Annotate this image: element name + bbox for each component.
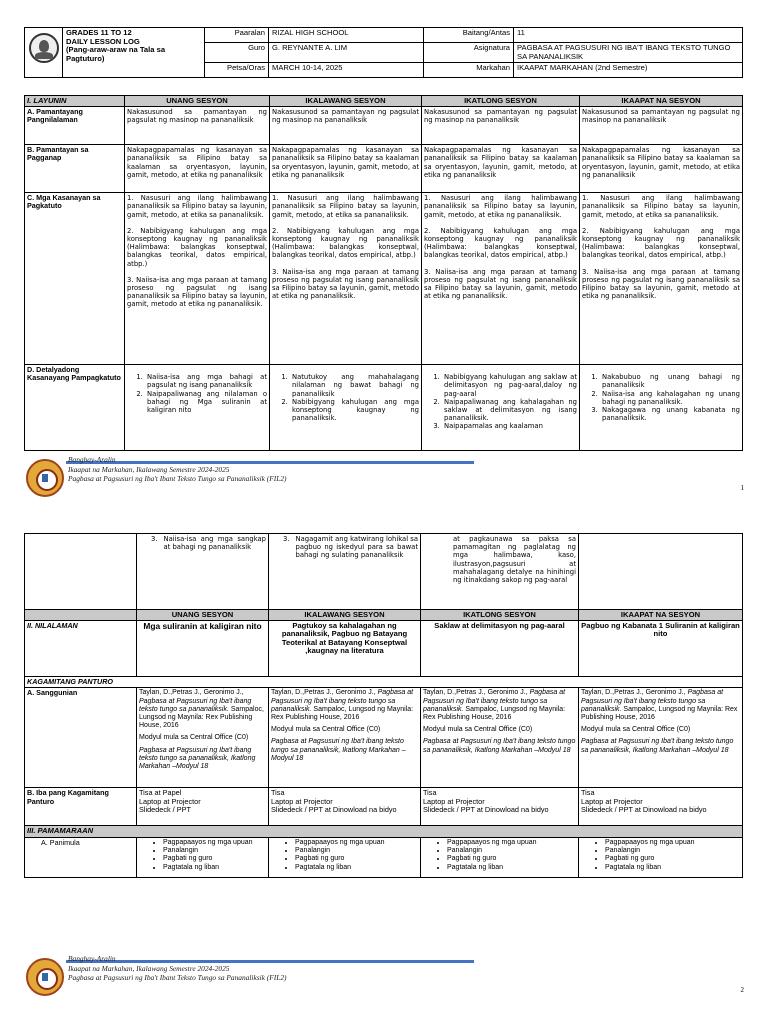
panimula-2-item: • Pagpapaayos ng mga upuan bbox=[295, 839, 418, 847]
cont-1-text: Naiisa-isa ang mga sangkap at bahagi ng pananaliksik bbox=[163, 535, 266, 552]
asignatura-label: Asignatura bbox=[424, 43, 514, 63]
c-4-item: 3. Naiisa-isa ang mga paraan at tamang proseso ng pagsulat ng isang pananaliksik sa Filipino batay sa layunin, gamit, metodo at etika ng pananaliksik. bbox=[582, 267, 740, 301]
d-3-item: 2. Naipapaliwanag ang kahalagahan ng saklaw at delimitasyon ng isang pananaliksik. bbox=[442, 398, 577, 423]
d-2-item: 1. Natutukoy ang mahahalagang nilalaman ng bawat bahagi ng pananaliksik bbox=[290, 373, 419, 398]
d-2-item: 2. Nabibigyang kahulugan ang mga konseptong kaugnay ng pananaliksik. bbox=[290, 398, 419, 423]
panimula-cell-1 bbox=[137, 837, 269, 877]
paaralan-value: RIZAL HIGH SCHOOL bbox=[269, 28, 424, 43]
layunin-table bbox=[24, 95, 743, 451]
ref-1-modyul-title: Pagbasa at Pagsusuri ng Iba't ibang teksto tungo sa pananaliksik, Ikatlong Markahan –Modyul 18 bbox=[139, 746, 256, 771]
cell-c-4 bbox=[580, 193, 743, 365]
ref-1-citation bbox=[139, 689, 266, 730]
cont-2-num: 3. bbox=[283, 535, 290, 543]
panimula-2-item: • Panalangin bbox=[295, 847, 418, 855]
nilalaman-1: Mga suliranin at kaligiran nito bbox=[137, 621, 269, 677]
cell-b-4: Nakapagpapamalas ng kasanayan sa pananaliksik sa Filipino batay sa kaalaman sa oryentasyon, layunin, gamit, metodo, at etika ng pananaliksik bbox=[580, 145, 743, 193]
session-2-header: IKALAWANG SESYON bbox=[270, 96, 422, 107]
cell-b-1: Nakapagpapamalas ng kasanayan sa pananaliksik sa Filipino batay sa kaalaman sa oryentasyon, layunin, gamit, metodo, at etika ng pananaliksik bbox=[125, 145, 270, 193]
ref-4-modyul: Modyul mula sa Central Office (C0) bbox=[581, 726, 691, 734]
ref-4-authors: Taylan, D.,Petras J., Geronimo J., bbox=[581, 689, 686, 697]
footer-line-1: Banghay-Aralin bbox=[68, 455, 116, 464]
session-header-blank bbox=[25, 610, 137, 621]
c-2-item: 3. Naiisa-isa ang mga paraan at tamang proseso ng pagsulat ng isang pananaliksik sa Filipino batay sa layunin, gamit, metodo at etika ng pananaliksik. bbox=[272, 267, 419, 301]
iba-cell-3 bbox=[421, 788, 579, 826]
ref-3-publisher: Sampaloc, Lungsod ng Maynila: Rex Publishing House, 2016 bbox=[423, 705, 566, 722]
kagamitan-label: KAGAMITANG PANTURO bbox=[25, 677, 743, 688]
ref-1-title: Pagbasa at Pagsusuri ng Iba't ibang teksto tungo sa pananaliksik. bbox=[139, 697, 252, 713]
cont-3-text: at pagkaunawa sa paksa sa pamamagitan ng paglalatag ng mga halimbawa, kaso, ilustrasyon,pagsusuri at mahahalagang detalye na hinihingi ng itinakdang sakop ng pag-aaral bbox=[453, 535, 576, 585]
d-3-item: 3. Naipapamalas ang kaalaman bbox=[442, 422, 577, 430]
iba-cell-2 bbox=[269, 788, 421, 826]
panimula-1-item: • Pagpapaayos ng mga upuan bbox=[163, 839, 266, 847]
footer-line-2: Ikaapat na Markahan, Ikalawang Semestre 2024-2025 bbox=[68, 464, 230, 474]
cont-cell-4 bbox=[579, 534, 743, 610]
iba-3-item: Tisa bbox=[423, 788, 437, 798]
row-label-c: C. Mga Kasanayan sa Pagkatuto bbox=[25, 193, 125, 365]
log-title: DAILY LESSON LOG bbox=[66, 36, 140, 46]
pamantayang-pangnilalaman-row bbox=[25, 107, 743, 145]
c-1-item: 1. Nasusuri ang ilang halimbawang pananaliksik sa Filipino batay sa layunin, gamit, metodo, at etika sa pananaliksik. bbox=[127, 194, 267, 219]
cell-a-1: Nakasusunod sa pamantayan ng pagsulat ng masinop na pananaliksik bbox=[125, 107, 270, 145]
markahan-label: Markahan bbox=[424, 63, 514, 78]
ref-2-title: Pagbasa at Pagsusuri ng Iba't ibang teksto tungo sa pananaliksik. bbox=[271, 689, 414, 713]
cell-d-2 bbox=[270, 365, 422, 451]
kasanayan-row bbox=[25, 193, 743, 365]
cell-c-3 bbox=[422, 193, 580, 365]
iba-4-item: Tisa bbox=[581, 788, 595, 798]
iba-2-item: Slidedeck / PPT at Dinowload na bidyo bbox=[271, 804, 397, 814]
iba-1-item: Slidedeck / PPT bbox=[139, 804, 191, 814]
cell-b-2: Nakapagpapamalas ng kasanayan sa pananaliksik sa Filipino batay sa kaalaman sa oryentasyon, layunin, gamit, metodo, at etika ng pananaliksik bbox=[270, 145, 422, 193]
ref-2-publisher: Sampaloc, Lungsod ng Maynila: Rex Publishing House, 2016 bbox=[271, 705, 414, 722]
school-logo-icon bbox=[26, 459, 64, 497]
panimula-cell-2 bbox=[269, 837, 421, 877]
baitang-label: Baitang/Antas bbox=[424, 28, 514, 43]
cell-a-4: Nakasusunod sa pamantayan ng pagsulat ng masinop na pananaliksik bbox=[580, 107, 743, 145]
iba-2-item: Laptop at Projector bbox=[271, 796, 333, 806]
ref-2-authors: Taylan, D.,Petras J., Geronimo J., bbox=[271, 689, 376, 697]
school-seal-icon bbox=[29, 33, 59, 63]
footer-line-1: Banghay-Aralin bbox=[68, 954, 116, 963]
panimula-1-item: • Pagbati ng guro bbox=[163, 855, 266, 863]
ref-3-title: Pagbasa at Pagsusuri ng Iba't ibang teksto tungo sa pananaliksik. bbox=[423, 689, 566, 713]
session-3-header: IKATLONG SESYON bbox=[422, 96, 580, 107]
cell-c-2 bbox=[270, 193, 422, 365]
cell-b-3: Nakapagpapamalas ng kasanayan sa pananaliksik sa Filipino batay sa kaalaman sa oryentasyon, layunin, gamit, metodo, at etika ng pananaliksik bbox=[422, 145, 580, 193]
ref-3-citation bbox=[423, 689, 576, 722]
baitang-value: 11 bbox=[514, 28, 743, 43]
page-1-footer bbox=[24, 453, 744, 503]
c-1-item: 3. Naiisa-isa ang mga paraan at tamang proseso ng pagsulat ng isang pananaliksik sa Filipino batay sa layunin, gamit, metodo at etika ng pananaliksik. bbox=[127, 275, 267, 309]
continuation-row bbox=[25, 534, 743, 610]
nilalaman-label: II. NILALAMAN bbox=[25, 621, 137, 677]
log-subtitle: (Pang-araw-araw na Tala sa Pagtuturo) bbox=[66, 45, 166, 63]
ref-2-modyul-title: Pagbasa at Pagsusuri ng Iba't ibang teksto tungo sa pananaliksik, Ikatlong Markahan –Modyul 18 bbox=[271, 738, 406, 762]
panimula-label: A. Panimula bbox=[25, 837, 137, 877]
panimula-3-item: • Pagtatala ng liban bbox=[447, 864, 576, 872]
panimula-2-item: • Pagbati ng guro bbox=[295, 855, 418, 863]
page-number-1: 1 bbox=[740, 484, 744, 492]
c-4-item: 2. Nabibigyang kahulugan ang mga konseptong kaugnay ng pananaliksik (Halimbawa: balangkas konseptwal, balangkas teorikal, datos empirical, atbp.) bbox=[582, 226, 740, 260]
d-1-item: 1. Naiisa-isa ang mga bahagi at pagsulat ng isang pananaliksik bbox=[145, 373, 267, 389]
sanggunian-cell-1 bbox=[137, 688, 269, 788]
cell-c-1 bbox=[125, 193, 270, 365]
c-3-item: 3. Naiisa-isa ang mga paraan at tamang proseso ng pagsulat ng isang pananaliksik sa Filipino batay sa layunin, gamit, metodo at etika ng pananaliksik. bbox=[424, 267, 577, 301]
iba-1-item: Tisa at Papel bbox=[139, 788, 182, 798]
iba-4-item: Slidedeck / PPT at Dinowload na bidyo bbox=[581, 804, 707, 814]
d-4-item: 3. Nakagagawa ng unang kabanata ng pananaliksik. bbox=[600, 406, 740, 422]
iba-pang-kagamitan-row bbox=[25, 788, 743, 826]
ref-3-modyul-title: Pagbasa at Pagsusuri ng Iba't ibang teksto tungo sa pananaliksik, Ikatlong Markahan –Modyul 18 bbox=[423, 738, 576, 754]
grades-text: GRADES 11 TO 12 bbox=[66, 28, 132, 37]
page-number-2: 2 bbox=[740, 986, 744, 994]
header-table bbox=[24, 27, 743, 78]
detalyadong-kasanayan-row bbox=[25, 365, 743, 451]
petsa-label: Petsa/Oras bbox=[205, 63, 269, 78]
row-label-d: D. Detalyadong Kasanayang Pampagkatuto bbox=[25, 365, 125, 451]
panimula-1-item: • Panalangin bbox=[163, 847, 266, 855]
footer-text bbox=[68, 455, 287, 484]
footer-text bbox=[68, 954, 287, 983]
sanggunian-row bbox=[25, 688, 743, 788]
nilalaman-4: Pagbuo ng Kabanata 1 Suliranin at kaligiran nito bbox=[579, 621, 743, 677]
c-3-item: 1. Nasusuri ang ilang halimbawang pananaliksik sa Filipino batay sa layunin, gamit, metodo, at etika ng pananaliksik. bbox=[424, 194, 577, 219]
session-4-header: IKAAPAT NA SESYON bbox=[580, 96, 743, 107]
pamamaraan-row bbox=[25, 826, 743, 837]
panimula-row bbox=[25, 837, 743, 877]
ref-4-publisher: Sampaloc, Lungsod ng Maynila: Rex Publishing House, 2016 bbox=[581, 705, 738, 722]
d-4-item: 1. Nakabubuo ng unang bahagi ng pananaliksik bbox=[600, 373, 740, 389]
nilalaman-3: Saklaw at delimitasyon ng pag-aaral bbox=[421, 621, 579, 677]
c-4-item: 1. Nasusuri ang ilang halimbawang pananaliksik sa Filipino batay sa layunin, gamit, metodo, at etika sa pananaliksik. bbox=[582, 194, 740, 219]
d-1-item: 2. Naipapaliwanag ang nilalaman o bahagi ng Mga suliranin at kaligiran nito bbox=[145, 390, 267, 415]
panimula-4-item: • Pagbati ng guro bbox=[605, 855, 740, 863]
cont-cell-2 bbox=[269, 534, 421, 610]
row-label-b: B. Pamantayan sa Pagganap bbox=[25, 145, 125, 193]
ref-1-modyul: Modyul mula sa Central Office (C0) bbox=[139, 734, 249, 742]
session-1-header: UNANG SESYON bbox=[125, 96, 270, 107]
iba-1-item: Laptop at Projector bbox=[139, 796, 201, 806]
cont-cell-1 bbox=[137, 534, 269, 610]
iba-cell-1 bbox=[137, 788, 269, 826]
footer-line-3: Pagbasa at Pagsusuri ng Iba't Ibant Teksto Tungo sa Pananaliksik (FIL2) bbox=[68, 474, 287, 484]
ref-2-modyul: Modyul mula sa Central Office (C0) bbox=[271, 726, 381, 734]
nilalaman-table bbox=[24, 533, 743, 878]
sanggunian-cell-4 bbox=[579, 688, 743, 788]
pamamaraan-label: III. PAMAMARAAN bbox=[25, 826, 743, 837]
session-4-header-p2: IKAAPAT NA SESYON bbox=[579, 610, 743, 621]
panimula-4-item: • Panalangin bbox=[605, 847, 740, 855]
ref-2-citation bbox=[271, 689, 418, 722]
guro-label: Guro bbox=[205, 43, 269, 63]
iba-4-item: Laptop at Projector bbox=[581, 796, 643, 806]
cell-a-3: Nakasusunod sa pamantayan ng pagsulat ng masinop na pananaliksik bbox=[422, 107, 580, 145]
panimula-cell-3 bbox=[421, 837, 579, 877]
kagamitan-row bbox=[25, 677, 743, 688]
school-seal-cell bbox=[25, 28, 63, 78]
d-4-item: 2. Naiisa-isa ang kahalagahan ng unang bahagi ng pananaliksik. bbox=[600, 390, 740, 406]
session-2-header-p2: IKALAWANG SESYON bbox=[269, 610, 421, 621]
row-label-a: A. Pamantayang Pangnilalaman bbox=[25, 107, 125, 145]
iba-label: B. Iba pang Kagamitang Panturo bbox=[25, 788, 137, 826]
ref-1-publisher: Sampaloc, Lungsod ng Maynila: Rex Publishing House, 2016 bbox=[139, 705, 264, 730]
ref-4-title: Pagbasa at Pagsusuri ng Iba't ibang teksto tungo sa pananaliksik. bbox=[581, 689, 724, 713]
iba-2-item: Tisa bbox=[271, 788, 285, 798]
nilalaman-2: Pagtukoy sa kahalagahan ng pananaliksik, Pagbuo ng Batayang Teoterikal at Batayang Konseptwal ,kaugnay na literatura bbox=[269, 621, 421, 677]
continuation-label-cell bbox=[25, 534, 137, 610]
c-1-item: 2. Nabibigyang kahulugan ang mga konseptong kaugnay ng pananaliksik (Halimbawa: balangkas konseptwal, balangkas teorikal, datos empirical, atbp.) bbox=[127, 226, 267, 268]
sanggunian-cell-3 bbox=[421, 688, 579, 788]
cell-a-2: Nakasusunod sa pamantayan ng pagsulat ng masinop na pananaliksik bbox=[270, 107, 422, 145]
iba-cell-4 bbox=[579, 788, 743, 826]
d-3-item: 1. Nabibigyang kahulugan ang saklaw at delimitasyon ng pag-aaral,daloy ng pag-aaral bbox=[442, 373, 577, 398]
panimula-3-item: • Pagbati ng guro bbox=[447, 855, 576, 863]
session-header-row bbox=[25, 96, 743, 107]
school-logo-icon bbox=[26, 958, 64, 996]
page-2-footer bbox=[24, 952, 744, 1002]
panimula-2-item: • Pagtatala ng liban bbox=[295, 864, 418, 872]
ref-3-modyul: Modyul mula sa Central Office (C0) bbox=[423, 726, 533, 734]
nilalaman-row bbox=[25, 621, 743, 677]
c-2-item: 1. Nasusuri ang ilang halimbawang pananaliksik sa Filipino batay sa layunin, gamit, metodo, at etika sa pananaliksik. bbox=[272, 194, 419, 219]
cell-d-1 bbox=[125, 365, 270, 451]
guro-value: G. REYNANTE A. LIM bbox=[269, 43, 424, 63]
session-header-row-2 bbox=[25, 610, 743, 621]
footer-line-3: Pagbasa at Pagsusuri ng Iba't Ibant Teksto Tungo sa Pananaliksik (FIL2) bbox=[68, 973, 287, 983]
paaralan-label: Paaralan bbox=[205, 28, 269, 43]
session-3-header-p2: IKATLONG SESYON bbox=[421, 610, 579, 621]
panimula-1-item: • Pagtatala ng liban bbox=[163, 864, 266, 872]
markahan-value: IKAAPAT MARKAHAN (2nd Semestre) bbox=[514, 63, 743, 78]
log-title-cell bbox=[63, 28, 205, 78]
sanggunian-label: A. Sanggunian bbox=[25, 688, 137, 788]
panimula-3-item: • Pagpapaayos ng mga upuan bbox=[447, 839, 576, 847]
panimula-cell-4 bbox=[579, 837, 743, 877]
iba-3-item: Slidedeck / PPT at Dinowload na bidyo bbox=[423, 804, 549, 814]
panimula-4-item: • Pagpapaayos ng mga upuan bbox=[605, 839, 740, 847]
ref-3-authors: Taylan, D.,Petras J., Geronimo J., bbox=[423, 689, 528, 697]
ref-4-citation bbox=[581, 689, 740, 722]
pamantayan-pagganap-row bbox=[25, 145, 743, 193]
session-1-header-p2: UNANG SESYON bbox=[137, 610, 269, 621]
cell-d-3 bbox=[422, 365, 580, 451]
cont-cell-3 bbox=[421, 534, 579, 610]
ref-4-modyul-title: Pagbasa at Pagsusuri ng Iba't ibang teksto tungo sa pananaliksik, Ikatlong Markahan –Modyul 18 bbox=[581, 738, 734, 754]
cont-2-text: Nagagamit ang katwirang lohikal sa pagbuo ng iskedyul para sa bawat bahagi ng sulating pananaliksik bbox=[295, 535, 418, 560]
iba-3-item: Laptop at Projector bbox=[423, 796, 485, 806]
cont-1-num: 3. bbox=[151, 535, 158, 543]
petsa-value: MARCH 10-14, 2025 bbox=[269, 63, 424, 78]
layunin-title: I. LAYUNIN bbox=[25, 96, 125, 107]
sanggunian-cell-2 bbox=[269, 688, 421, 788]
asignatura-value: PAGBASA AT PAGSUSURI NG IBA'T IBANG TEKSTO TUNGO SA PANANALIKSIK bbox=[514, 43, 743, 63]
c-2-item: 2. Nabibigyang kahulugan ang mga konseptong kaugnay ng pananaliksik (Halimbawa: balangkas konseptwal, balangkas teorikal, datos empirical, atbp.) bbox=[272, 226, 419, 260]
panimula-3-item: • Panalangin bbox=[447, 847, 576, 855]
footer-line-2: Ikaapat na Markahan, Ikalawang Semestre 2024-2025 bbox=[68, 963, 230, 973]
ref-1-authors: Taylan, D.,Petras J., Geronimo J., bbox=[139, 689, 244, 697]
c-3-item: 2. Nabibigyang kahulugan ang mga konseptong kaugnay ng pananaliksik (Halimbawa: balangkas konseptwal, balangkas teorikal, datos empirical, atbp.) bbox=[424, 226, 577, 260]
cell-d-4 bbox=[580, 365, 743, 451]
panimula-4-item: • Pagtatala ng liban bbox=[605, 864, 740, 872]
